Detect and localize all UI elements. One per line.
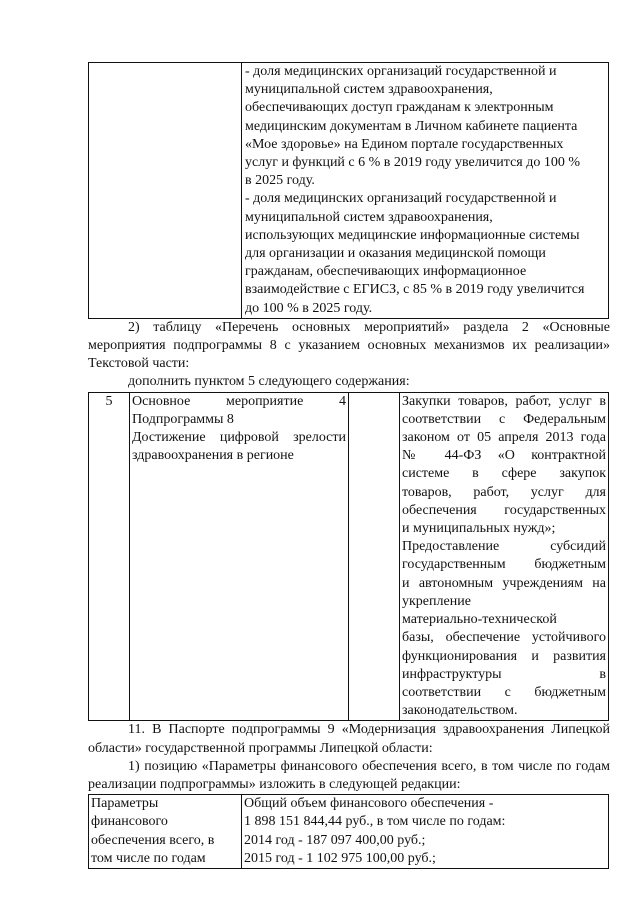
indicator-line: обеспечивающих доступ гражданам к электронным <box>245 100 554 116</box>
financing-table <box>88 794 609 869</box>
financing-value-line: 2014 год - 187 097 400,00 руб.; <box>244 832 426 848</box>
mechanism-line: функционирования и развития <box>402 648 606 664</box>
indicator-line: до 100 % в 2025 году. <box>245 300 373 316</box>
mechanism-line: товаров, работ, услуг для <box>402 484 606 500</box>
mechanism-line: и муниципальных нужд»; <box>402 521 556 537</box>
mechanism-line: соответствии с бюджетным <box>402 684 606 700</box>
measure-line: Подпрограммы 8 <box>132 411 234 427</box>
mechanism-line: материально-технической <box>402 612 557 628</box>
indicators-empty-cell <box>89 63 242 319</box>
mechanism-line: системе в сфере закупок <box>402 466 606 482</box>
indicator-line: использующих медицинские информационные системы <box>245 227 580 243</box>
mechanism-line: соответствии с Федеральным <box>402 411 606 427</box>
indicator-line: услуг и функций с 6 % в 2019 году увеличится до 100 % <box>245 155 581 171</box>
measures-table <box>88 392 609 722</box>
mechanism-line: базы, обеспечение устойчивого <box>402 630 606 646</box>
financing-label-cell <box>89 795 242 869</box>
indicators-text-cell <box>242 63 609 319</box>
paragraph-financing-position: 1) позицию «Параметры финансового обеспечения всего, в том числе по годам реализации подпрограммы» изложить в следующей редакции: <box>88 758 610 792</box>
financing-label-line: обеспечения всего, в <box>91 832 215 848</box>
financing-value-line: 1 898 151 844,44 руб., в том числе по годам: <box>244 814 506 830</box>
mechanism-line: укрепление <box>402 593 471 609</box>
document-page <box>88 62 610 869</box>
measure-line: Основное мероприятие 4 <box>132 393 346 409</box>
measure-number: 5 <box>89 392 130 721</box>
measure-line: Достижение цифровой зрелости <box>132 430 346 446</box>
financing-label-line: том числе по годам <box>91 850 206 866</box>
mechanism-line: обеспечения государственных <box>402 502 606 518</box>
paragraph-table-amendment: 2) таблицу «Перечень основных мероприятий» раздела 2 «Основные мероприятия подпрограммы 8 с указанием основных механизмов их реализации» Текстовой части: <box>88 319 610 372</box>
indicator-line: взаимодействие с ЕГИСЗ, с 85 % в 2019 году увеличится <box>245 282 585 298</box>
indicator-line: - доля медицинских организаций государственной и <box>245 191 557 207</box>
mechanism-line: государственным бюджетным <box>402 557 606 573</box>
financing-value-cell <box>242 795 609 869</box>
indicator-line: медицинским документам в Личном кабинете пациента <box>245 118 578 134</box>
financing-label-line: финансового <box>91 814 168 830</box>
measure-title-cell <box>130 392 349 721</box>
indicator-line: - доля медицинских организаций государственной и <box>245 64 557 79</box>
mechanism-line: и автономным учреждениям на <box>402 575 606 591</box>
mechanism-line: законодательством. <box>402 703 518 719</box>
mechanism-line: № 44-ФЗ «О контрактной <box>402 448 606 464</box>
measure-empty-cell <box>349 392 400 721</box>
measure-mechanism-cell <box>400 392 609 721</box>
mechanism-line: Предоставление субсидий <box>402 539 606 555</box>
indicator-line: «Мое здоровье» на Едином портале государственных <box>245 136 564 152</box>
indicator-line: для организации и оказания медицинской помощи <box>245 246 546 262</box>
measure-line: здравоохранения в регионе <box>132 448 294 464</box>
mechanism-line: законом от 05 апреля 2013 года <box>402 430 606 446</box>
financing-value-line: Общий объем финансового обеспечения - <box>244 796 494 812</box>
indicator-line: муниципальной систем здравоохранения, <box>245 209 493 225</box>
indicator-line: муниципальной систем здравоохранения, <box>245 82 493 98</box>
mechanism-line: Закупки товаров, работ, услуг в <box>402 393 606 409</box>
paragraph-add-item: дополнить пунктом 5 следующего содержания: <box>128 374 410 390</box>
mechanism-line: инфраструктуры в <box>402 666 606 682</box>
indicator-line: гражданам, обеспечивающих информационное <box>245 264 527 280</box>
indicator-line: в 2025 году. <box>245 173 315 189</box>
financing-value-line: 2015 год - 1 102 975 100,00 руб.; <box>244 850 436 866</box>
financing-label-line: Параметры <box>91 796 159 812</box>
paragraph-passport: 11. В Паспорте подпрограммы 9 «Модернизация здравоохранения Липецкой области» государственной программы Липецкой области: <box>88 722 610 756</box>
indicators-table <box>88 62 609 319</box>
